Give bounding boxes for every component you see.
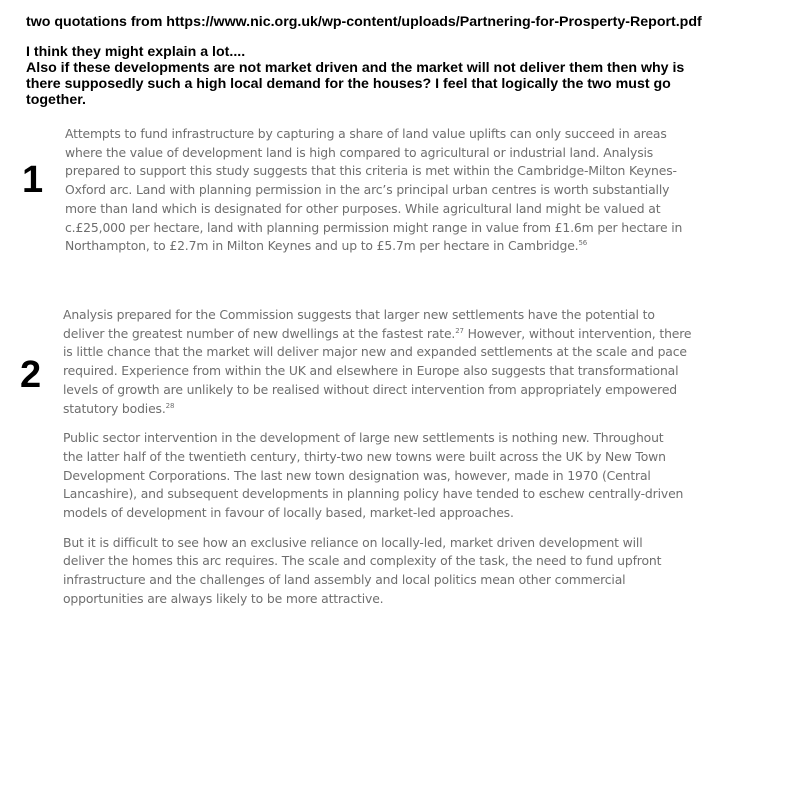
quote-line: c.£25,000 per hectare, land with planning permission might range in value from £1.6m per hectare in bbox=[65, 219, 683, 235]
quote-line: Attempts to fund infrastructure by capturing a share of land value uplifts can only succeed in areas bbox=[65, 126, 667, 141]
quote-number-2: 2 bbox=[20, 354, 42, 396]
quote-line: Oxford arc. Land with planning permission in the arc’s principal urban centres is worth substantially bbox=[65, 182, 670, 198]
quote-paragraph bbox=[63, 534, 691, 609]
footnote-marker: 28 bbox=[165, 401, 175, 410]
quote-text: deliver the greatest number of new dwellings at the fastest rate. bbox=[63, 325, 456, 341]
comment-line: there supposedly such a high local demand for the houses? I feel that logically the two must go bbox=[26, 76, 671, 92]
quote-line: models of development in favour of locally based, market-led approaches. bbox=[63, 505, 514, 521]
quote-2 bbox=[63, 306, 691, 609]
quote-text: Northampton, to £2.7m in Milton Keynes and up to £5.7m per hectare in Cambridge. bbox=[65, 238, 579, 254]
quote-line: infrastructure and the challenges of land assembly and local politics mean other commercial bbox=[63, 572, 626, 588]
quote-line: Public sector intervention in the development of large new settlements is nothing new. Throughout bbox=[63, 430, 664, 446]
quote-line: Analysis prepared for the Commission suggests that larger new settlements have the potential to bbox=[63, 307, 655, 322]
quote-text: statutory bodies. bbox=[63, 400, 166, 416]
quote-line: Development Corporations. The last new town designation was, however, made in 1970 (Central bbox=[63, 467, 651, 483]
quote-line: the latter half of the twentieth century, thirty-two new towns were built across the UK by New Town bbox=[63, 448, 666, 464]
comment-line: together. bbox=[26, 92, 86, 108]
quote-line: deliver the homes this arc requires. The scale and complexity of the task, the need to fund upfront bbox=[63, 553, 662, 569]
quote-line: required. Experience from within the UK and elsewhere in Europe also suggests that transformational bbox=[63, 363, 679, 379]
quote-line: Lancashire), and subsequent developments in planning policy have tended to eschew centrally-driven bbox=[63, 486, 684, 502]
source-line: two quotations from https://www.nic.org.uk/wp-content/uploads/Partnering-for-Prosperty-Report.pdf bbox=[26, 14, 702, 30]
quote-1 bbox=[65, 125, 682, 256]
quote-line: where the value of development land is high compared to agricultural or industrial land. Analysis bbox=[65, 144, 654, 160]
quote-line bbox=[63, 325, 691, 344]
quote-line: But it is difficult to see how an exclusive reliance on locally-led, market driven development will bbox=[63, 534, 643, 550]
footnote-marker: 56 bbox=[578, 239, 588, 248]
quote-paragraph bbox=[63, 429, 691, 523]
quote-line: prepared to support this study suggests that this criteria is met within the Cambridge-Milton Keynes- bbox=[65, 163, 677, 179]
quote-line bbox=[63, 400, 691, 419]
quote-number-1: 1 bbox=[22, 159, 44, 201]
comment-line: Also if these developments are not market driven and the market will not deliver them then why is bbox=[26, 60, 685, 76]
quote-line: opportunities are always likely to be more attractive. bbox=[63, 590, 384, 606]
quote-line: more than land which is designated for other purposes. While agricultural land might be valued at bbox=[65, 200, 661, 216]
comment-line: I think they might explain a lot.... bbox=[26, 44, 246, 60]
quote-text: However, without intervention, there bbox=[463, 325, 692, 341]
quote-line: levels of growth are unlikely to be realised without direct intervention from appropriately empowered bbox=[63, 381, 678, 397]
footnote-marker: 27 bbox=[455, 326, 464, 335]
quote-paragraph bbox=[63, 306, 691, 418]
quote-line bbox=[65, 237, 682, 256]
quote-line: is little chance that the market will deliver major new and expanded settlements at the scale and pace bbox=[63, 344, 687, 360]
intro-text bbox=[26, 14, 766, 108]
